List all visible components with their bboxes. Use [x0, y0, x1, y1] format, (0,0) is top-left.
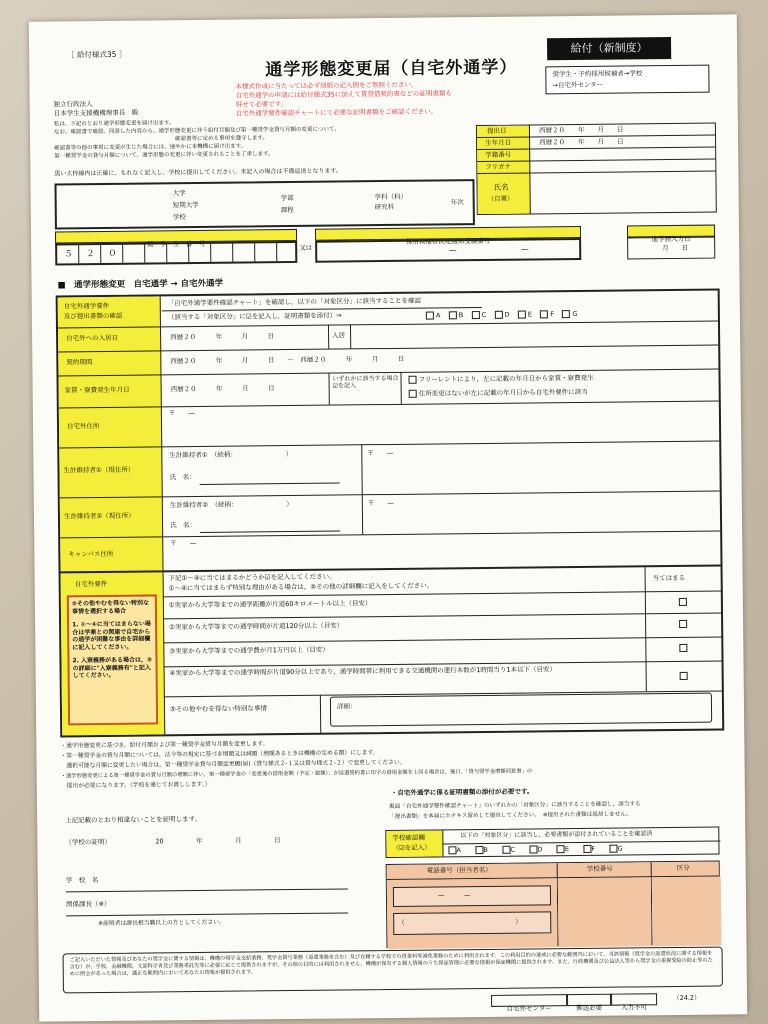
- category-g-checkbox[interactable]: [562, 310, 570, 318]
- form-number: ［ 給付様式35 ］: [67, 49, 127, 60]
- school-category-g-label: G: [617, 844, 623, 853]
- category-b-checkbox[interactable]: [449, 311, 457, 319]
- condition-3-checkbox[interactable]: [679, 644, 687, 652]
- pledge-line-5: 第一種奨学金の貸与月額について、通学形態の変更に伴い変更されることを了承します。: [54, 151, 274, 160]
- date-name-box: [476, 123, 717, 216]
- detail-label: 詳細：: [336, 702, 357, 711]
- side-note-box: [67, 594, 158, 725]
- rent-start-label: 家賃・寮費発生年月日: [64, 385, 130, 395]
- category-a-label: A: [435, 311, 441, 320]
- applies-header: 当てはまる: [652, 573, 686, 583]
- guardian-1-label: 生計維持者①（現住所）: [63, 465, 135, 475]
- conditions-label: 自宅外要件: [74, 579, 108, 589]
- move-in-tag: 入居: [332, 331, 346, 340]
- scholar-number-label: 奨 学 生 番 号: [146, 239, 206, 249]
- phone-field[interactable]: [393, 885, 551, 907]
- footer-version: （24.2）: [673, 993, 701, 1003]
- pledge-line-4: 確認書等の他の事項に変更が生じた場合には、速やかに本機構に届け出ます。: [54, 143, 247, 152]
- routing-line-1: 奨学生・予約採用候補者→学校: [552, 69, 643, 79]
- guardian-2-relation[interactable]: 生計維持者② （続柄： ）: [169, 499, 293, 510]
- note-3: 選択可能な月額に変更したい場合は，第一種奨学金貸与月額変更願(届)（貸与様式２-１又は貸与様式２-２）で変更してください。: [60, 759, 406, 770]
- req-line-2: （該当する「対象区分」に☑を記入し，証明書類を添付）⇒: [167, 311, 342, 322]
- rent-start-field[interactable]: 西暦２０ 年 月 日: [170, 384, 275, 394]
- school-no-label: 学校番号: [586, 864, 613, 873]
- school-katei-label: 課程: [280, 205, 294, 215]
- rent-option-1-checkbox[interactable]: [409, 376, 417, 384]
- right-cert-title: ・自宅外通学に係る証明書類の添付が必要です。: [390, 787, 534, 797]
- scholar-digit-2: ２: [86, 249, 95, 260]
- req-label-2: 及び提出書類の確認: [63, 311, 123, 321]
- guardian-2-postal[interactable]: 〒 —: [367, 498, 394, 508]
- category-c-checkbox[interactable]: [471, 311, 479, 319]
- school-tandai-label: 短期大学: [172, 200, 199, 210]
- candidate-number-cells[interactable]: [315, 238, 581, 263]
- kubun-label: 区分: [676, 863, 690, 872]
- category-g-label: G: [572, 310, 578, 319]
- guardian-1-relation[interactable]: 生計維持者① （続柄： ）: [169, 450, 293, 460]
- enroll-date-label: 進学届入力日: [651, 234, 691, 244]
- guardian-1-postal[interactable]: 〒 —: [367, 448, 394, 458]
- school-row: [54, 179, 474, 229]
- candidate-dash-1: —: [449, 245, 457, 255]
- birth-date-field[interactable]: 西暦２０ 年 月 日: [539, 137, 624, 147]
- conditions-intro-2: ①～④に当てはまらず特別な理由がある場合は，⑤その他の詳細欄に記入をしてください。: [168, 581, 434, 593]
- pledge-line-1: 私は、下記のとおり通学形態変更を届け出ます。: [53, 120, 175, 128]
- rent-option-1[interactable]: [409, 374, 594, 384]
- guardian-1-name[interactable]: 氏 名：: [169, 473, 196, 482]
- pledge-line-2: なお、確認書で確認、同意した内容から、通学形態変更に伴う給付月額及び第一種奨学金貸与月額の変更について、: [53, 126, 340, 136]
- section-title: ■ 通学形態変更 自宅通学 → 自宅外通学: [57, 278, 224, 291]
- detail-field[interactable]: [330, 693, 712, 727]
- condition-1-checkbox[interactable]: [679, 598, 687, 606]
- school-kenkyuka-label: 研究科: [374, 202, 395, 212]
- rent-condition-label: いずれかに該当する場合☑を記入: [332, 374, 399, 390]
- note-2: ・第一種奨学金の貸与月額については，法令等の規定に基づき増額又は減額（増額あるときは機構の定める額）にします。: [60, 750, 379, 760]
- side-note-2: 2. 入寮義務がある場合は，⑤の詳細に"入寮義務有"と記入してください。: [72, 656, 153, 680]
- red-note-1: 本様式作成に当たっては必ず別紙の記入例をご参照ください。: [235, 80, 418, 91]
- rent-option-1-label: フリーレントにより，左に記載の年月日から家賃・寮費発生: [418, 373, 594, 384]
- cert-school-label: （学校の証明）: [65, 837, 111, 847]
- addressee-org: 独立行政法人: [53, 100, 93, 109]
- school-category-d-label: D: [537, 845, 543, 854]
- cert-date-field[interactable]: 20 年 月 日: [155, 836, 281, 846]
- main-table: [56, 289, 725, 738]
- school-category-a-checkbox[interactable]: [448, 846, 456, 854]
- cert-manager-note: ※証明者は課長相当職以上の方としてください。: [98, 919, 225, 928]
- condition-3: ③実家から大学等までの通学費が月1万円以上（目安）: [169, 645, 329, 656]
- note-1: ・通学形態変更に基づき，給付月額および第一種奨学金貸与月額を変更します。: [60, 741, 269, 750]
- scholar-number-cells[interactable]: [55, 241, 297, 266]
- school-category-b-checkbox[interactable]: [475, 846, 483, 854]
- move-in-date-field[interactable]: 西暦２０ 年 月 日: [170, 332, 275, 342]
- campus-postal[interactable]: 〒 —: [170, 539, 197, 548]
- birth-date-label: 生年月日: [485, 138, 512, 147]
- contract-label: 契約期間: [66, 358, 93, 367]
- seal-label: （自署）: [487, 194, 514, 203]
- privacy-text: ご記入いただいた情報及びあなたの奨学金に関する情報は，機構の奨学金支給業務，奨学金貸与業務（返還業務を含む）及び在籍する学校での授業料等減免業務のために利用されます。この利用目的の達成に必要な範囲内において，当該情報（奨学金の返還状況に関する情報を含む）が，学校，金融機関，文部科学省及び業務委託先等に必要に応じて提供されますが，その他の目的には利用されません。機構が保有する個人情報のうち保証管理に必要な情報が保証機関に提供されます。また，行政機関及び公益法人等から奨学金の重複受給の防止等のために照会があった場合は，適正な範囲内においてあなたの情報が提供されます。: [69, 950, 713, 978]
- addressee-name: 日本学生支援機構理事長 殿: [53, 108, 139, 118]
- contact-box: [386, 861, 721, 948]
- scholar-digit-1: ５: [64, 249, 73, 260]
- school-category-b-label: B: [483, 845, 488, 855]
- school-gakubu-label: 学部: [280, 193, 294, 203]
- category-d-checkbox[interactable]: [494, 311, 502, 319]
- guardian-2-label: 生計維持者②（現住所）: [63, 511, 135, 521]
- note-5: 提出が必要になります。（学校を通じてお渡しします。）: [60, 781, 211, 790]
- rent-option-2-label: 住所変更はないが左に記載の年月日から自宅外要件に該当: [418, 387, 588, 398]
- school-check-box: [385, 827, 719, 858]
- category-checkboxes: [426, 310, 578, 320]
- rent-option-2-checkbox[interactable]: [409, 390, 417, 398]
- pledge-line-3: 確認書等に定める事項を遵守します。: [53, 135, 269, 144]
- red-note-4: 自宅外通学要件確認チャートにて必要な証明書類をご確認ください。: [235, 107, 438, 118]
- contact-name-paren: （ ）: [398, 917, 522, 927]
- enroll-date-field[interactable]: [627, 234, 715, 260]
- school-category-e-label: E: [564, 845, 569, 854]
- school-category-c-checkbox[interactable]: [502, 846, 510, 854]
- submit-date-label: 提出日: [486, 126, 507, 135]
- or-label: 又は: [299, 243, 313, 252]
- candidate-number-label: 採用候補者決定通知受験番号: [405, 236, 491, 246]
- page-title: 通学形態変更届（自宅外通学）: [265, 57, 518, 81]
- side-note-1: 1. ①～④に当てはまらない場合は学業との関連で自宅からの通学が困難な事由を詳細欄に記入してください。: [72, 620, 151, 651]
- scholar-digit-3: ０: [108, 248, 117, 259]
- candidate-dash-2: —: [521, 244, 529, 254]
- contract-period-field[interactable]: 西暦２０ 年 月 日 ～ 西暦２０ 年 月 日: [170, 354, 405, 366]
- footer-mail-label: 郵送必要: [576, 1003, 603, 1013]
- req-label-1: 自宅外通学要件: [63, 301, 110, 311]
- school-category-a-label: A: [456, 846, 461, 855]
- contact-name-field[interactable]: [393, 911, 551, 935]
- right-cert-text-1: 裏面「自宅外通学要件確認チャート」のいずれかの「対象区分」に該当することを確認し，該当する: [388, 801, 641, 811]
- condition-4: ④実家から大学等までの通学時間が片道90分以上であり，通学時間帯に利用できる交通機関の運行本数が1時間当り1本以下（目安）: [169, 665, 557, 678]
- conditions-intro-1: 下記①～④に当てはまるかどうか☑を記入してください。: [168, 572, 336, 583]
- form-paper: [29, 14, 747, 1021]
- side-note-title: ⑤その他やむを得ない特別な事情を選択する場合: [71, 599, 150, 615]
- footer-center-label: 自宅外センター: [506, 1004, 552, 1013]
- status-badge: 給付（新制度）: [547, 37, 671, 60]
- category-c-label: C: [481, 310, 487, 320]
- move-in-label: 自宅外への入居日: [66, 333, 119, 343]
- req-line-1: 「自宅外通学要件確認チャート」を確認し，以下の「対象区分」に該当することを確認: [167, 296, 422, 308]
- routing-box: [545, 65, 709, 95]
- enroll-date-value: 月 日: [662, 243, 689, 253]
- routing-line-2: →自宅外センター: [552, 80, 604, 90]
- campus-label: キャンパス住所: [68, 549, 114, 559]
- address-postal[interactable]: 〒 —: [168, 409, 195, 418]
- student-no-label: 学籍番号: [485, 150, 512, 159]
- phone-dash: — —: [437, 891, 471, 900]
- condition-1: ①実家から大学等までの通学距離が片道60キロメートル以上（目安）: [168, 599, 372, 610]
- condition-4-checkbox[interactable]: [680, 672, 688, 680]
- submit-date-field[interactable]: 西暦２０ 年 月 日: [538, 125, 624, 135]
- footer-input-label: 入力不可: [621, 1003, 648, 1012]
- category-e-checkbox[interactable]: [518, 311, 526, 319]
- cert-school-name-label: 学 校 名: [65, 876, 99, 885]
- cert-statement: 上記記載のとおり相違ないことを証明します。: [65, 814, 202, 825]
- school-gakka-label: 学科（科）: [374, 192, 408, 202]
- school-category-checkboxes: [448, 845, 622, 855]
- school-check-text: 以下の「対象区分」に該当し，必要書類が添付されていることを確認済: [460, 830, 653, 840]
- school-nenji-label: 年次: [450, 198, 464, 207]
- red-note-3: 併せて必要です。: [235, 100, 288, 109]
- phone-label: 電話番号（担当者名）: [426, 865, 492, 875]
- school-category-f-checkbox[interactable]: [583, 845, 591, 853]
- footer-input: [611, 993, 657, 1012]
- school-check-label-2: （☑を記入）: [392, 843, 431, 852]
- guardian-2-name[interactable]: 氏 名：: [170, 521, 197, 530]
- category-e-label: E: [527, 310, 532, 319]
- condition-2: ②実家から大学等までの通学時間が片道120分以上（目安）: [169, 621, 344, 632]
- condition-2-checkbox[interactable]: [679, 620, 687, 628]
- footer-center: [491, 994, 567, 1013]
- enroll-date-header: [627, 225, 715, 244]
- school-category-d-checkbox[interactable]: [529, 845, 537, 853]
- note-4: ・通学形態変更による第一種奨学金の貸与月額の増額に伴い，第一種奨学金の「変更後の借用金額（予定・総額）」が返還誓約書に印字の借用金額を上回る場合は，後日，「貸与奨学金増額同意書」の: [60, 768, 533, 780]
- cert-manager-label: 関係課長（※）: [65, 899, 111, 909]
- rent-option-2[interactable]: [409, 388, 588, 398]
- furigana-label: フリガナ: [485, 162, 512, 171]
- category-b-label: B: [458, 311, 464, 320]
- school-gakko-label: 学校: [172, 213, 186, 222]
- red-note-2: 自宅外通学の申請には給付様式35に加えて賃貸借契約書などの証明書類も: [235, 89, 452, 100]
- school-category-c-label: C: [510, 845, 515, 854]
- footer-mail: [567, 994, 611, 1013]
- condition-5: ⑤その他やむを得ない特別な事情: [169, 704, 267, 714]
- category-f-label: F: [550, 310, 555, 319]
- name-label: 氏名: [493, 182, 509, 192]
- right-cert-text-2: 「提出書類」を本届にホチキス留めして提出してください。 ※提出された書類は返却しません。: [389, 811, 632, 821]
- category-f-checkbox[interactable]: [540, 310, 548, 318]
- privacy-box: [63, 947, 723, 994]
- category-a-checkbox[interactable]: [426, 312, 434, 320]
- school-daigaku-label: 大学: [172, 189, 186, 198]
- school-check-label-1: 学校確認欄: [392, 833, 425, 842]
- black-frame-note: 黒い太枠線内は正確に、もれなく記入し、学校に提出してください。未記入の場合は不備返送となります。: [54, 167, 342, 178]
- address-label: 自宅外住所: [66, 422, 100, 431]
- school-category-f-label: F: [591, 844, 596, 853]
- category-d-label: D: [504, 310, 510, 319]
